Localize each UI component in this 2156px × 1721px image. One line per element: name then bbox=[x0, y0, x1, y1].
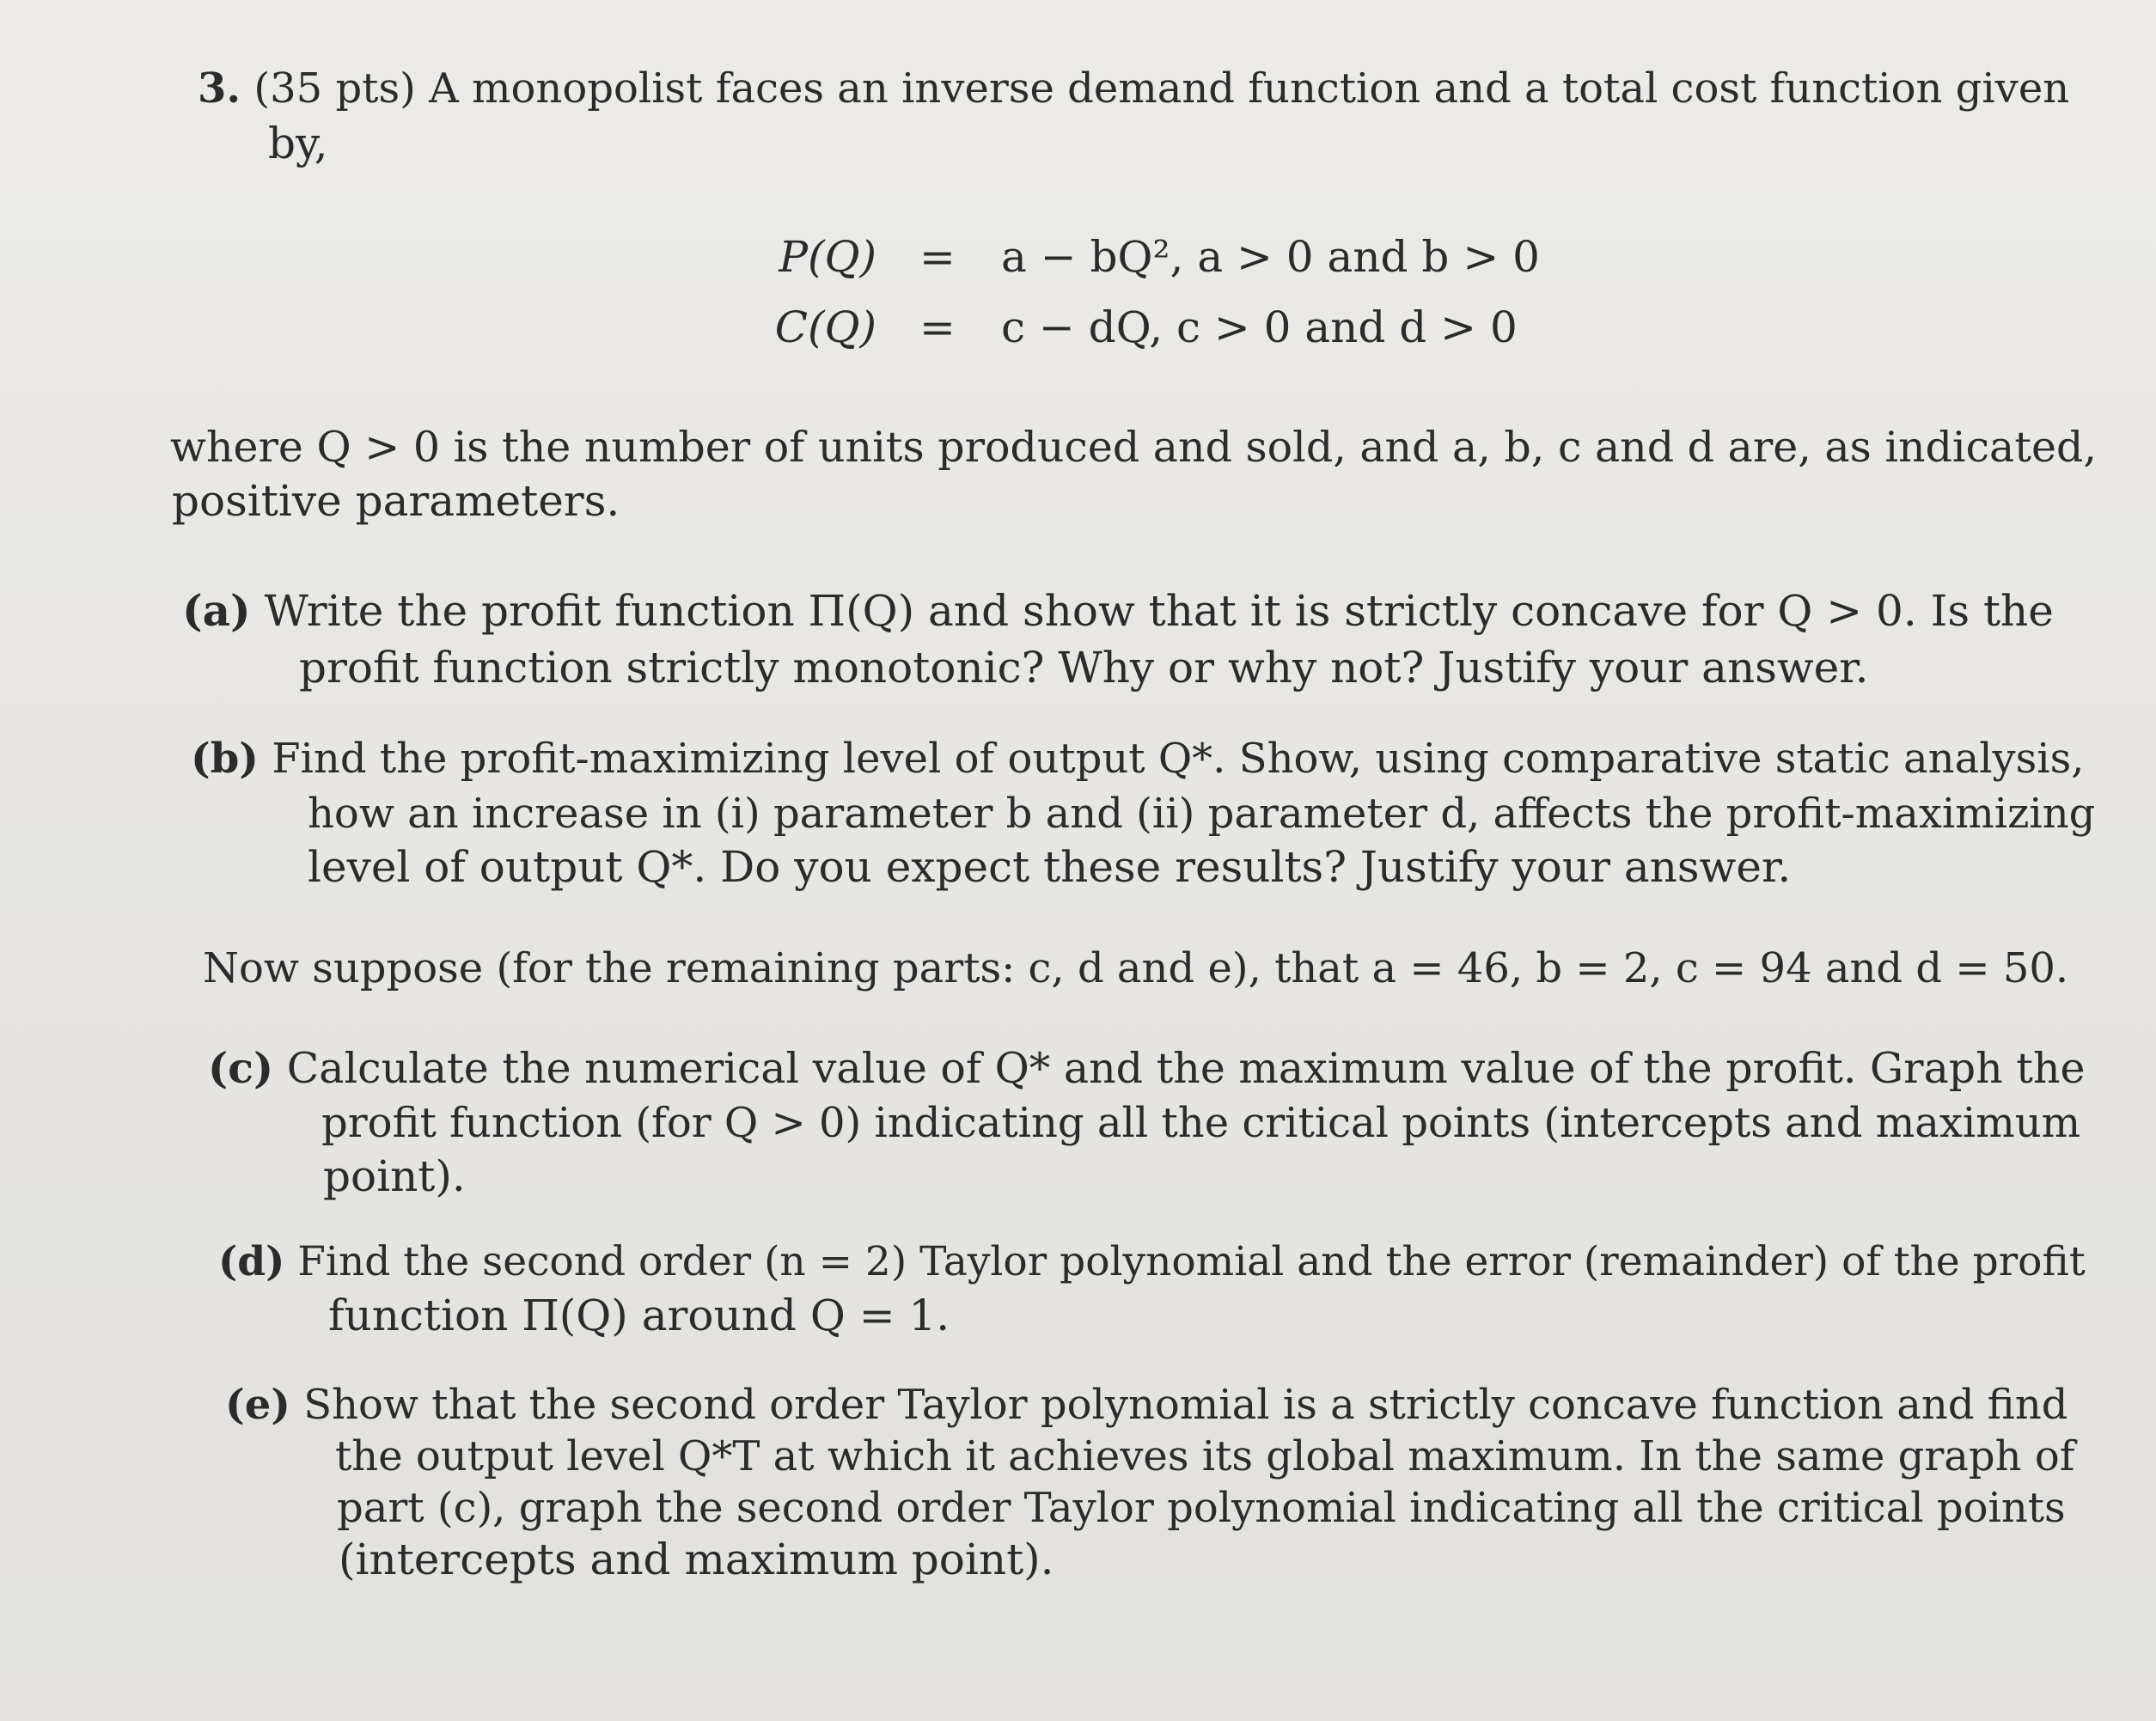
part-b-text-1: Find the profit-maximizing level of output Q*. Show, using comparative static analysis, bbox=[272, 735, 2085, 783]
part-b-line-1 bbox=[191, 732, 2085, 785]
part-d-label: (d) bbox=[218, 1238, 285, 1285]
part-a-label: (a) bbox=[182, 585, 251, 636]
question-intro: (35 pts) A monopolist faces an inverse demand function and a total cost function given bbox=[253, 64, 2070, 113]
where-line-2: positive parameters. bbox=[172, 476, 620, 526]
part-d-line-1 bbox=[218, 1236, 2086, 1289]
cost-rhs: c − dQ, c > 0 and d > 0 bbox=[1001, 302, 1518, 352]
cost-lhs: C(Q) bbox=[774, 302, 876, 352]
demand-equation bbox=[756, 230, 1540, 284]
part-e-text-1: Show that the second order Taylor polynomial is a strictly concave function and find bbox=[303, 1381, 2068, 1429]
part-a-line-2: profit function strictly monotonic? Why or why not? Justify your answer. bbox=[299, 643, 1869, 693]
where-line-1: where Q > 0 is the number of units produced and sold, and a, b, c and d are, as indicated, bbox=[170, 423, 2097, 472]
part-c-text-1: Calculate the numerical value of Q* and the maximum value of the profit. Graph the bbox=[286, 1044, 2086, 1093]
question-header bbox=[198, 62, 2069, 115]
question-intro-continued: by, bbox=[268, 119, 328, 168]
part-d-text-1: Find the second order (n = 2) Taylor polynomial and the error (remainder) of the profit bbox=[297, 1238, 2086, 1285]
part-b-label: (b) bbox=[191, 735, 259, 783]
part-e-label: (e) bbox=[225, 1381, 290, 1429]
part-c-line-3: point). bbox=[323, 1151, 466, 1201]
demand-lhs: P(Q) bbox=[779, 232, 876, 282]
part-c-line-2: profit function (for Q > 0) indicating all the critical points (intercepts and maximum bbox=[321, 1099, 2081, 1147]
demand-rhs: a − bQ², a > 0 and b > 0 bbox=[1001, 232, 1540, 282]
question-number: 3. bbox=[198, 64, 241, 113]
part-d-line-2: function Π(Q) around Q = 1. bbox=[328, 1291, 950, 1340]
part-b-line-3: level of output Q*. Do you expect these results? Justify your answer. bbox=[308, 842, 1792, 892]
now-suppose-text: Now suppose (for the remaining parts: c, d and e), that a = 46, b = 2, c = 94 and d = 50. bbox=[203, 944, 2069, 992]
cost-equals: = bbox=[919, 302, 956, 352]
part-e-line-4: (intercepts and maximum point). bbox=[339, 1535, 1054, 1584]
part-b-line-2: how an increase in (i) parameter b and (ii) parameter d, affects the profit-maximizing bbox=[308, 790, 2096, 838]
part-e-line-1 bbox=[225, 1378, 2067, 1431]
demand-equals: = bbox=[919, 232, 956, 282]
part-e-line-3: part (c), graph the second order Taylor polynomial indicating all the critical points bbox=[337, 1484, 2066, 1532]
part-a-text-1: Write the profit function Π(Q) and show that it is strictly concave for Q > 0. Is the bbox=[264, 586, 2054, 636]
part-c-label: (c) bbox=[208, 1043, 274, 1093]
part-c-line-1 bbox=[208, 1041, 2086, 1095]
cost-equation bbox=[756, 301, 1530, 354]
part-a-line-1 bbox=[182, 584, 2054, 638]
part-e-line-2: the output level Q*T at which it achieves its global maximum. In the same graph of bbox=[335, 1432, 2075, 1480]
